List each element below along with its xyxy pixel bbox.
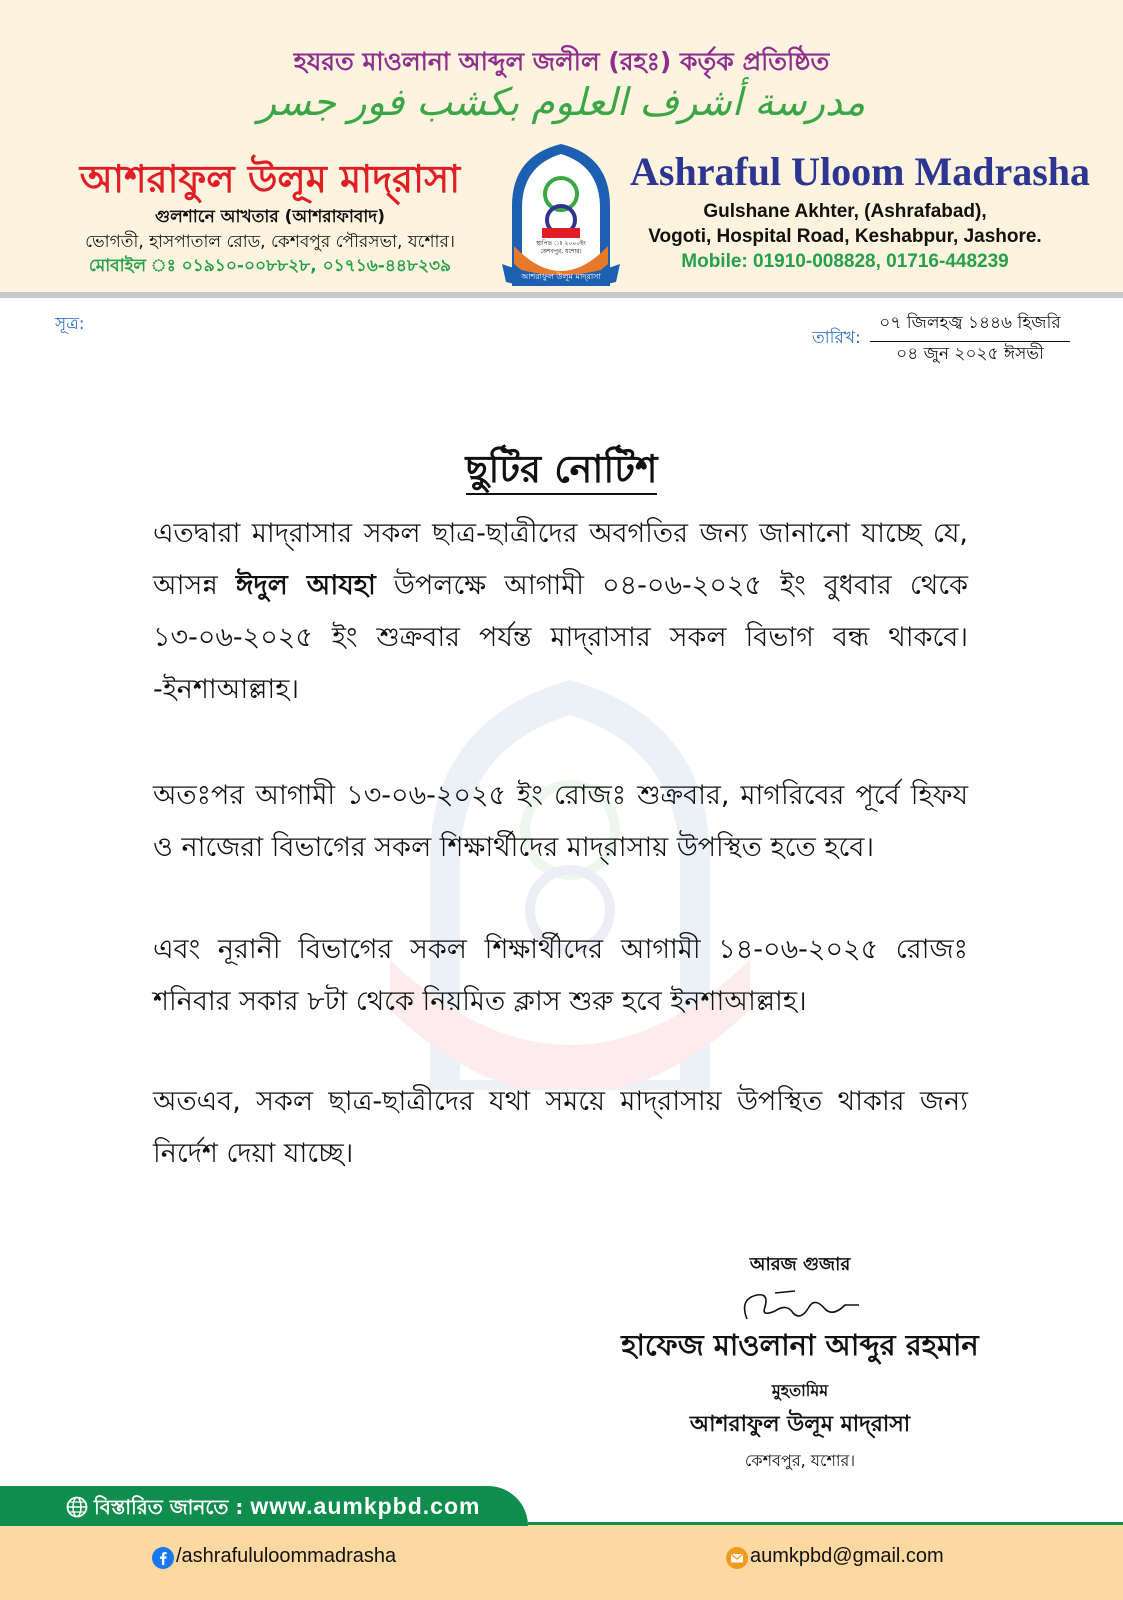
paragraph-1-start: এতদ্বারা মাদ্‌রাসার সকল ছাত্র-ছাত্রীদের অবগতির জন্য জানানো যাচ্ছে যে, আসন্ন: [153, 518, 968, 601]
website-info: [94, 1493, 480, 1526]
header-divider: [0, 292, 1123, 298]
bengali-address-line-2: ভোগতী, হাসপাতাল রোড, কেশবপুর পৌরসভা, যশোর।: [85, 232, 455, 252]
email-link[interactable]: aumkpbd@gmail.com: [750, 1545, 944, 1567]
logo-location-text: কেশবপুর, যশোর।: [540, 248, 582, 255]
facebook-icon: [152, 1547, 174, 1569]
signature-block: [590, 1250, 1010, 1475]
english-mobile: Mobile: 01910-008828, 01716-448239: [681, 251, 1009, 272]
eid-highlight: ঈদুল আযহা: [235, 570, 376, 601]
handwritten-signature-icon: [735, 1285, 865, 1327]
date-gregorian: ০৪ জুন ২০২৫ ঈসভী: [896, 344, 1044, 364]
paragraph-1-end: উপলক্ষে আগামী ০৪-০৬-২০২৫ ইং বুধবার থেকে ১৩-০৬-২০২৫ ইং শুক্রবার পর্যন্ত মাদ্‌রাসার সকল বিভাগ বন্ধ থাকবে। -ইনশাআল্লাহ।: [153, 570, 969, 705]
signatory-name: হাফেজ মাওলানা আব্দুর রহমান: [621, 1328, 979, 1362]
facebook-link[interactable]: /ashrafululoommadrasha: [176, 1545, 397, 1567]
english-address-line-1: Gulshane Akhter, (Ashrafabad),: [703, 201, 987, 222]
english-madrasa-name: Ashraful Uloom Madrasha: [630, 149, 1091, 194]
arabic-calligraphy-title: مدرسة أشرف العلوم بكشب فور جسر: [257, 80, 866, 124]
logo-ribbon-text: আশরাফুল উলূম মাদ্‌রাসা: [521, 272, 601, 281]
notice-title-text: ছুটির নোটিশ: [466, 447, 658, 495]
bengali-mobile: মোবাইল ঃ ০১৯১০-০০৮৮২৮, ০১৭১৬-৪৪৮২৩৯: [88, 256, 452, 276]
signatory-title: মুহতামিম: [771, 1381, 829, 1400]
notice-paragraph-3: এবং নূরানী বিভাগের সকল শিক্ষার্থীদের আগামী ১৪-০৬-২০২৫ রোজঃ শনিবার সকার ৮টা থেকে নিয়মিত ক্লাস শুরু হবে ইনশাআল্লাহ।: [153, 934, 968, 1017]
notice-paragraph-4: অতএব, সকল ছাত্র-ছাত্রীদের যথা সময়ে মাদ্‌রাসায় উপস্থিত থাকার জন্য নির্দেশ দেয়া যাচ্ছে।: [153, 1086, 968, 1169]
date-hijri: ০৭ জিলহজ্ব ১৪৪৬ হিজরি: [870, 310, 1070, 342]
bengali-address-line-1: গুলশানে আখতার (আশরাফাবাদ): [155, 207, 385, 227]
website-label: বিস্তারিত জানতে :: [94, 1495, 244, 1519]
letterhead-header: [0, 0, 1123, 292]
notice-paragraph-2: অতঃপর আগামী ১৩-০৬-২০২৫ ইং রোজঃ শুক্রবার, মাগরিবের পূর্বে হিফয ও নাজেরা বিভাগের সকল শিক্ষার্থীদের মাদ্‌রাসায় উপস্থিত হতে হবে।: [153, 780, 968, 863]
globe-icon: [66, 1496, 88, 1518]
logo-established-text: স্থাপিত ঃ ২০০০ইং: [536, 240, 586, 247]
signature-greeting: আরজ গুজার: [749, 1254, 851, 1275]
website-link[interactable]: www.aumkpbd.com: [250, 1493, 481, 1519]
english-address-line-2: Vogoti, Hospital Road, Keshabpur, Jashore.: [648, 226, 1042, 247]
email-icon: [726, 1547, 748, 1569]
founder-line: হযরত মাওলানা আব্দুল জলীল (রহঃ) কর্তৃক প্রতিষ্ঠিত: [293, 47, 830, 76]
notice-paragraph-1: [153, 508, 968, 716]
reference-label: সূত্র:: [55, 314, 85, 334]
madrasa-crest-logo-icon: [492, 136, 630, 286]
bengali-madrasa-name: আশরাফুল উলূম মাদ্‌রাসা: [79, 157, 461, 201]
signatory-place: কেশবপুর, যশোর।: [744, 1451, 856, 1470]
signatory-organization: আশরাফুল উলূম মাদ্‌রাসা: [689, 1412, 911, 1437]
footer-divider: [528, 1522, 1123, 1525]
notice-title: [0, 440, 1123, 504]
date-label: তারিখ:: [812, 328, 861, 348]
